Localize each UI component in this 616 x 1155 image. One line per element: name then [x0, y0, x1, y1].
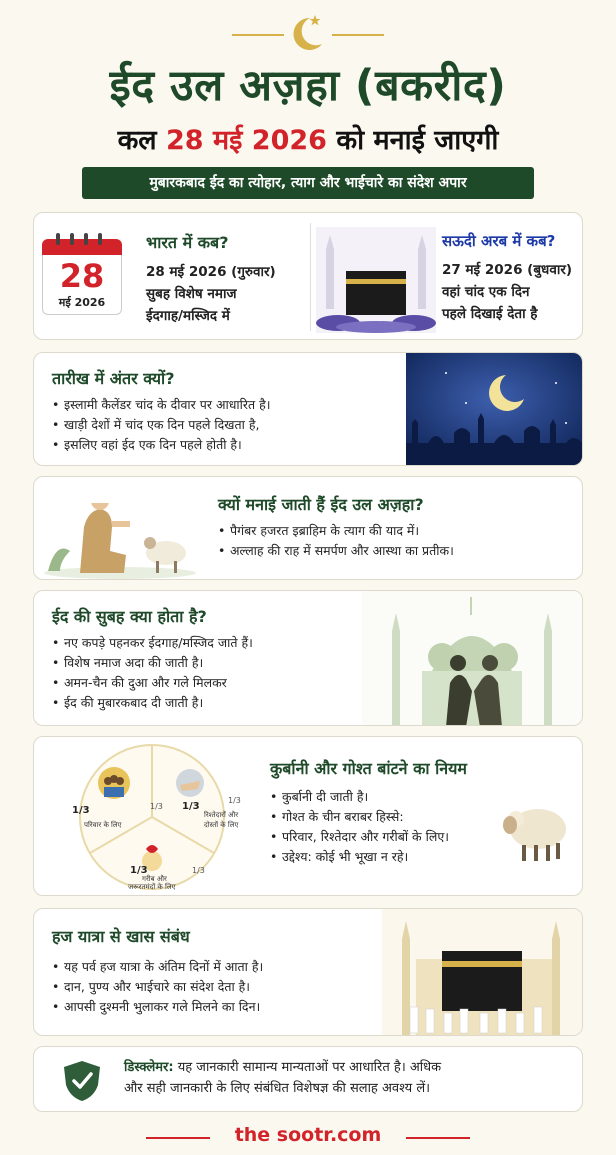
qurbani-card	[33, 736, 583, 896]
pie-fraction-poor-b: 1/3	[192, 866, 205, 875]
difference-list	[52, 395, 352, 455]
page-title: ईद उल अज़हा (बकरीद)	[109, 61, 507, 111]
qurbani-list	[270, 787, 510, 867]
india-line3: ईदगाह/मस्जिद में	[146, 308, 230, 324]
india-heading: भारत में कब?	[146, 233, 229, 252]
divider	[310, 223, 311, 331]
pie-fraction-relatives-b: 1/3	[228, 796, 241, 805]
list-item: • आपसी दुश्मनी भुलाकर गले मिलने का दिन।	[52, 997, 372, 1017]
why-list	[218, 521, 568, 561]
list-item: • यह पर्व हज यात्रा के अंतिम दिनों में आता है।	[52, 957, 372, 977]
list-item: • विशेष नमाज अदा की जाती है।	[52, 653, 352, 673]
list-item: • पैगंबर हजरत इब्राहिम के त्याग की याद में।	[218, 521, 568, 541]
dates-card	[33, 212, 583, 340]
pie-fraction-family: 1/3	[72, 805, 90, 816]
why-heading: क्यों मनाई जाती हैं ईद उल अज़हा?	[218, 495, 424, 514]
list-item: • इसलिए वहां ईद एक दिन पहले होती है।	[52, 435, 352, 455]
pie-label-family: परिवार के लिए	[84, 821, 122, 829]
disclaimer-line1: यह जानकारी सामान्य मान्यताओं पर आधारित है। अधिक	[177, 1060, 442, 1075]
praying-man-illustration	[40, 481, 200, 579]
kaaba-icon	[316, 227, 436, 333]
eid-morning-card	[33, 590, 583, 726]
meat-distribution-pie	[52, 741, 252, 893]
subtitle-date: 28 मई 2026	[166, 125, 327, 156]
why-celebrate-card	[33, 476, 583, 580]
saudi-info	[442, 231, 582, 325]
kaaba-pilgrims-illustration	[382, 909, 582, 1036]
calendar-month: मई 2026	[58, 296, 106, 309]
list-item: • अमन-चैन की दुआ और गले मिलकर	[52, 673, 352, 693]
disclaimer-label: डिस्क्लेमर:	[124, 1060, 174, 1075]
night-sky-illustration	[406, 353, 582, 466]
pie-label-relatives-1: रिश्तेदारों और	[204, 811, 239, 819]
hajj-heading: हज यात्रा से खास संबंध	[52, 927, 190, 946]
footer-line-right	[406, 1137, 470, 1139]
india-line2: सुबह विशेष नमाज	[146, 286, 237, 302]
difference-heading: तारीख में अंतर क्यों?	[52, 369, 175, 388]
pie-label-poor-1: गरीब और	[142, 875, 167, 883]
subtitle-pre: कल	[117, 125, 157, 156]
pie-fraction-family-b: 1/3	[150, 802, 163, 811]
tagline-banner: मुबारकबाद ईद का त्योहार, त्याग और भाईचारे का संदेश अपार	[82, 167, 534, 199]
qurbani-heading: कुर्बानी और गोश्त बांटने का नियम	[270, 759, 467, 778]
calendar-day: 28	[59, 257, 105, 295]
pie-label-relatives-2: दोस्तों के लिए	[204, 821, 239, 829]
calendar-icon	[42, 231, 122, 315]
saudi-line2: वहां चांद एक दिन	[442, 284, 530, 300]
morning-heading: ईद की सुबह क्या होता है?	[52, 607, 207, 626]
disclaimer-text	[124, 1057, 574, 1099]
list-item: • ईद की मुबारकबाद दी जाती है।	[52, 693, 352, 713]
ornament-line-left	[232, 34, 284, 36]
saudi-line3: पहले दिखाई देता है	[442, 306, 538, 322]
mosque-hug-illustration	[362, 591, 582, 726]
list-item: • इस्लामी कैलेंडर चांद के दीवार पर आधारित है।	[52, 395, 352, 415]
list-item: • उद्देश्य: कोई भी भूखा न रहे।	[270, 847, 510, 867]
list-item: • दान, पुण्य और भाईचारे का संदेश देता है।	[52, 977, 372, 997]
saudi-date: 27 मई 2026 (बुधवार)	[442, 262, 573, 278]
disclaimer-line2: और सही जानकारी के लिए संबंधित विशेषज्ञ की सलाह अवश्य लें।	[124, 1081, 431, 1096]
disclaimer-card	[33, 1046, 583, 1112]
morning-list	[52, 633, 352, 713]
list-item: • खाड़ी देशों में चांद एक दिन पहले दिखता है,	[52, 415, 352, 435]
list-item: • गोश्त के चीन बराबर हिस्से:	[270, 807, 510, 827]
hajj-card	[33, 908, 583, 1036]
india-date: 28 मई 2026 (गुरुवार)	[146, 264, 276, 280]
date-difference-card	[33, 352, 583, 466]
sheep-icon	[494, 789, 574, 869]
ornament-line-right	[332, 34, 384, 36]
shield-check-icon	[62, 1059, 102, 1103]
subtitle-post: को मनाई जाएगी	[336, 125, 499, 156]
page-subtitle	[0, 120, 616, 157]
india-info	[146, 231, 306, 327]
list-item: • परिवार, रिश्तेदार और गरीबों के लिए।	[270, 827, 510, 847]
pie-label-poor-2: जरूरतमंदों के लिए	[128, 883, 176, 891]
list-item: • नए कपड़े पहनकर ईदगाह/मस्जिद जाते हैं।	[52, 633, 352, 653]
pie-fraction-relatives: 1/3	[182, 801, 200, 812]
list-item: • अल्लाह की राह में समर्पण और आस्था का प्रतीक।	[218, 541, 568, 561]
saudi-heading: सऊदी अरब में कब?	[442, 232, 556, 250]
moon-ornament	[0, 12, 616, 56]
hajj-list	[52, 957, 372, 1017]
footer-brand[interactable]: the sootr.com	[234, 1124, 382, 1146]
crescent-moon-icon	[288, 12, 328, 56]
pie-fraction-poor: 1/3	[130, 865, 148, 876]
list-item: • कुर्बानी दी जाती है।	[270, 787, 510, 807]
